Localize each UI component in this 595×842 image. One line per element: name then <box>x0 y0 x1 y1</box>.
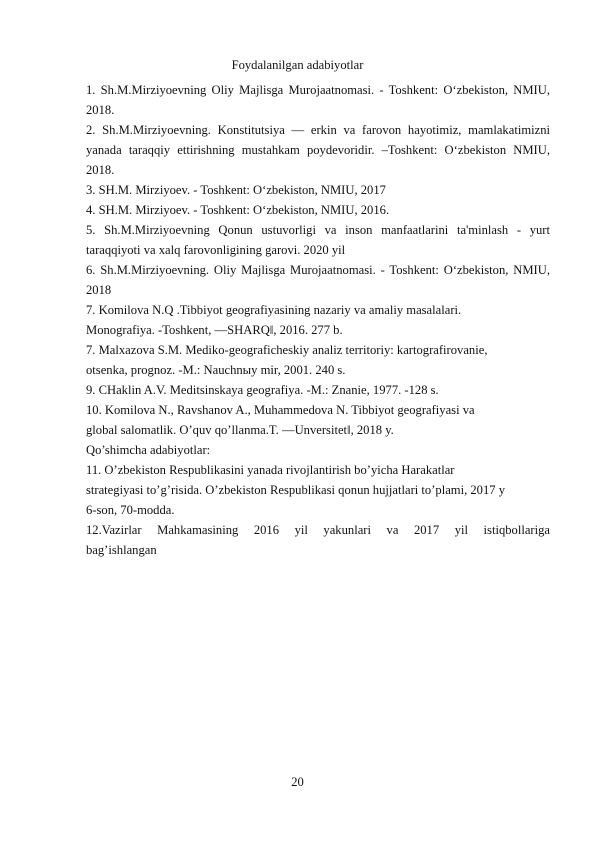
reference-item-6: 6. Sh.M.Mirziyoevning. Oliy Majlisga Murojaatnomasi. - Toshkent: O‘zbekiston, NMIU, 2018 <box>86 263 550 297</box>
reference-item-10-line-2: global salomatlik. O’quv qo’llanma.T. ―Unversitet‖, 2018 y. <box>86 423 394 437</box>
reference-item-8-line-1: 7. Malxazova S.M. Mediko-geograficheskiy analiz territoriy: kartografirovanie, <box>86 343 488 357</box>
reference-item-8-line-2: otsenka, prognoz. -M.: Nauchnыy mir, 2001. 240 s. <box>86 363 346 377</box>
reference-item-12-line-1: 12.Vazirlar Mahkamasining 2016 yil yakunlari va 2017 yil istiqbollariga <box>86 523 550 537</box>
reference-item-10-line-1: 10. Komilova N., Ravshanov A., Muhammedova N. Tibbiyot geografiyasi va <box>86 403 475 417</box>
reference-item-4: 4. SH.M. Mirziyoev. - Toshkent: O‘zbekiston, NMIU, 2016. <box>86 203 390 217</box>
reference-item-1: 1. Sh.M.Mirziyoevning Oliy Majlisga Murojaatnomasi. - Toshkent: O‘zbekiston, NMIU, 2018. <box>86 83 550 117</box>
reference-item-5: 5. Sh.M.Mirziyoevning Qonun ustuvorligi va inson manfaatlarini ta'minlash - yurt taraqqiyoti va xalq farovonligining garovi. 2020 yil <box>86 223 550 257</box>
reference-item-3: 3. SH.M. Mirziyoev. - Toshkent: O‘zbekiston, NMIU, 2017 <box>86 183 386 197</box>
reference-list <box>86 80 550 560</box>
additional-literature-heading: Qo’shimcha adabiyotlar: <box>86 443 211 457</box>
reference-item-7-line-1: 7. Komilova N.Q .Tibbiyot geografiyasining nazariy va amaliy masalalari. <box>86 303 462 317</box>
page-number: 20 <box>291 775 304 789</box>
reference-item-2: 2. Sh.M.Mirziyoevning. Konstitutsiya — erkin va farovon hayotimiz, mamlakatimizni yanada taraqqiy ettirishning mustahkam poydevoridir. –Toshkent: O‘zbekiston NMIU, 2018. <box>86 123 550 177</box>
page-title: Foydalanilgan adabiyotlar <box>231 58 364 72</box>
reference-item-12-line-2: bag’ishlangan <box>86 543 157 557</box>
reference-item-11-line-2: strategiyasi to’g’risida. O’zbekiston Respublikasi qonun hujjatlari to’plami, 2017 y <box>86 483 506 497</box>
reference-item-11-line-3: 6-son, 70-modda. <box>86 503 175 517</box>
reference-item-7-line-2: Monografiya. -Toshkent, ―SHARQ‖, 2016. 277 b. <box>86 323 343 337</box>
reference-item-11-line-1: 11. O’zbekiston Respublikasini yanada rivojlantirish bo’yicha Harakatlar <box>86 463 455 477</box>
reference-item-9: 9. CHaklin A.V. Meditsinskaya geografiya. -M.: Znanie, 1977. -128 s. <box>86 383 439 397</box>
